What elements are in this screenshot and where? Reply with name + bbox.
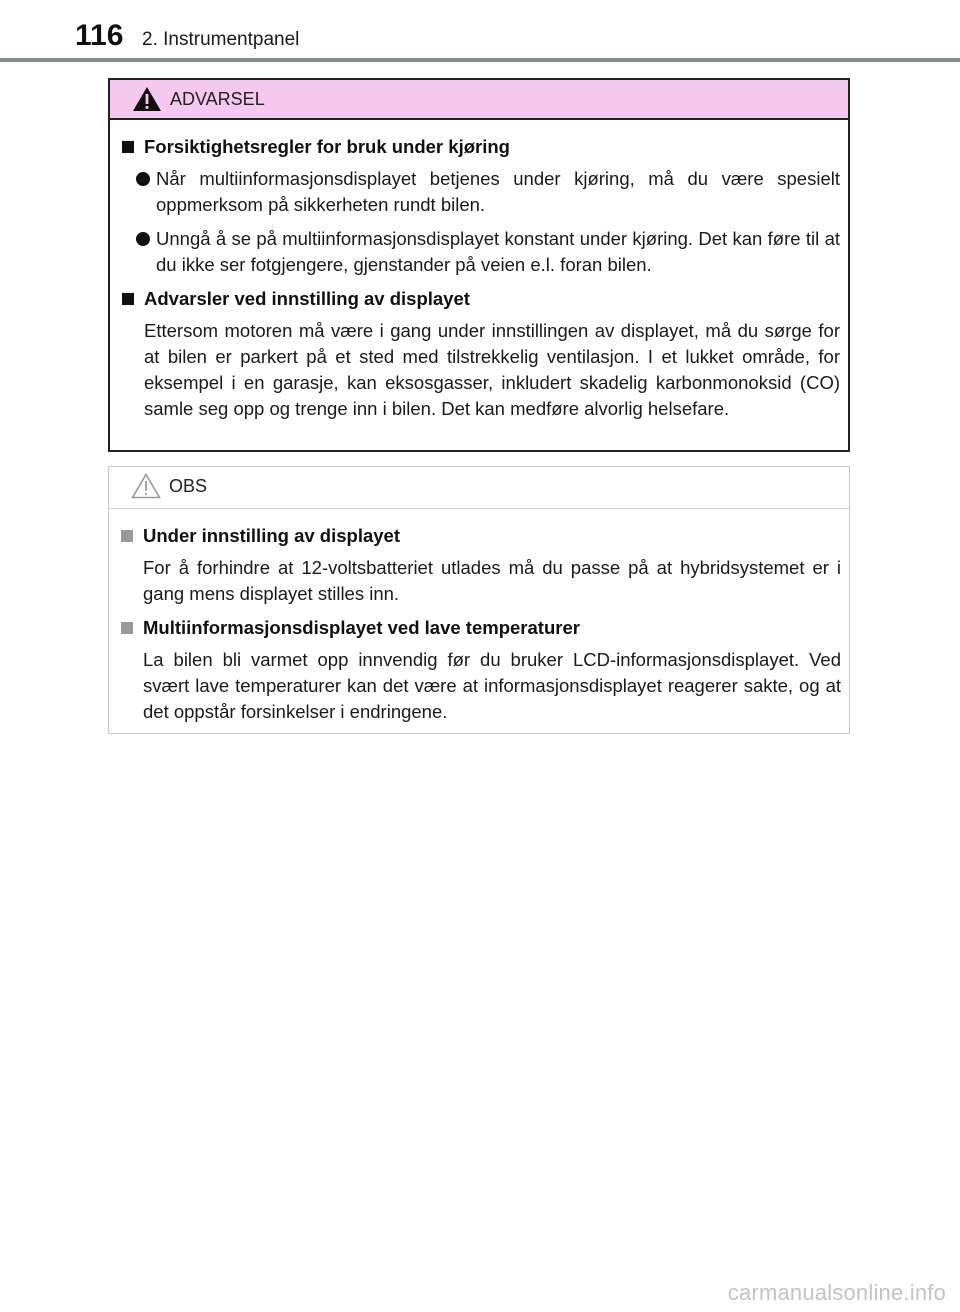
section-title: 2. Instrumentpanel bbox=[142, 29, 300, 50]
round-bullet-icon bbox=[136, 232, 150, 246]
warning-box bbox=[108, 78, 850, 452]
notice-box-header bbox=[109, 467, 849, 509]
watermark: carmanualsonline.info bbox=[727, 1280, 946, 1305]
notice-box-body bbox=[109, 509, 849, 725]
bullet-item bbox=[122, 226, 840, 278]
section-heading-text: Under innstilling av displayet bbox=[143, 525, 400, 546]
section-paragraph: La bilen bli varmet opp innvendig før du bruker LCD-informasjonsdisplayet. Ved svært lave temperaturer kan det være at informasjonsdisplayet reagerer sakte, og at det oppstår forsinkelser i endringene. bbox=[143, 649, 841, 722]
square-bullet-icon bbox=[122, 293, 134, 305]
page-number: 116 bbox=[75, 19, 124, 52]
bullet-text: Unngå å se på multiinformasjonsdisplayet konstant under kjøring. Det kan føre til at du ikke ser fotgjengere, gjenstander på veien e.l. foran bilen. bbox=[156, 228, 840, 275]
bullet-item bbox=[122, 166, 840, 218]
page-header bbox=[0, 0, 960, 62]
bullet-text: Når multiinformasjonsdisplayet betjenes under kjøring, må du være spesielt oppmerksom på sikkerheten rundt bilen. bbox=[156, 168, 840, 215]
caution-triangle-outline-icon bbox=[131, 473, 161, 499]
warning-box-header bbox=[110, 80, 848, 120]
warning-section-heading bbox=[122, 286, 840, 312]
square-bullet-icon bbox=[121, 622, 133, 634]
notice-section-heading bbox=[121, 523, 841, 549]
notice-box bbox=[108, 466, 850, 734]
square-bullet-icon bbox=[122, 141, 134, 153]
header-divider bbox=[0, 58, 960, 62]
warning-section-heading bbox=[122, 134, 840, 160]
section-paragraph: For å forhindre at 12-voltsbatteriet utlades må du passe på at hybridsystemet er i gang mens displayet stilles inn. bbox=[143, 557, 841, 604]
square-bullet-icon bbox=[121, 530, 133, 542]
section-heading-text: Advarsler ved innstilling av displayet bbox=[144, 288, 470, 309]
notice-label: OBS bbox=[169, 476, 208, 496]
warning-triangle-icon bbox=[132, 86, 162, 112]
notice-section-heading bbox=[121, 615, 841, 641]
section-heading-text: Forsiktighetsregler for bruk under kjøring bbox=[144, 136, 510, 157]
section-paragraph: Ettersom motoren må være i gang under innstillingen av displayet, må du sørge for at bilen er parkert på et sted med tilstrekkelig ventilasjon. I et lukket område, for eksempel i en garasje, kan eksosgasser, inkludert skadelig karbonmonoksid (CO) samle seg opp og trenge inn i bilen. Det kan medføre alvorlig helsefare. bbox=[144, 320, 840, 419]
round-bullet-icon bbox=[136, 172, 150, 186]
warning-label: ADVARSEL bbox=[170, 89, 265, 109]
section-heading-text: Multiinformasjonsdisplayet ved lave temperaturer bbox=[143, 617, 580, 638]
warning-box-body bbox=[110, 120, 848, 422]
